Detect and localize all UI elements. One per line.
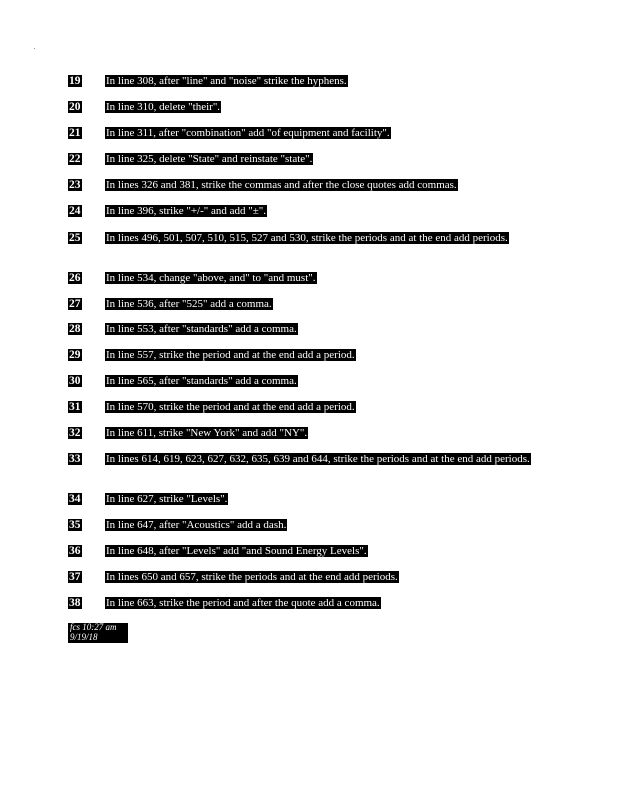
item-text: In line 611, strike "New York" and add "NY". <box>106 427 308 439</box>
item-number: 29 <box>69 349 81 361</box>
item-text: In line 627, strike "Levels". <box>106 493 228 505</box>
item-text: In lines 614, 619, 623, 627, 632, 635, 639 and 644, strike the periods and at the end add periods. <box>106 453 530 465</box>
item-number: 35 <box>69 519 81 531</box>
item-text: In line 536, after "525" add a comma. <box>106 298 272 310</box>
item-number: 32 <box>69 427 81 439</box>
item-number: 30 <box>69 375 81 387</box>
item-number: 25 <box>69 232 81 244</box>
item-text: In lines 650 and 657, strike the periods and at the end add periods. <box>106 571 398 583</box>
item-text: In lines 496, 501, 507, 510, 515, 527 and 530, strike the periods and at the end add periods. <box>106 232 508 244</box>
item-text: In line 396, strike "+/-" and add "±". <box>106 205 267 217</box>
item-number: 21 <box>69 127 81 139</box>
item-number: 38 <box>69 597 81 609</box>
item-text: In line 647, after "Acoustics" add a dash. <box>106 519 287 531</box>
item-number: 22 <box>69 153 81 165</box>
item-number: 19 <box>69 75 81 87</box>
item-text: In line 565, after "standards" add a comma. <box>106 375 297 387</box>
item-number: 33 <box>69 453 81 465</box>
item-text: In line 570, strike the period and at the end add a period. <box>106 401 355 413</box>
item-number: 23 <box>69 179 81 191</box>
item-number: 20 <box>69 101 81 113</box>
item-text: In lines 326 and 381, strike the commas and after the close quotes add commas. <box>106 179 457 191</box>
item-text: In line 325, delete "State" and reinstate "state". <box>106 153 313 165</box>
item-text: In line 663, strike the period and after the quote add a comma. <box>106 597 380 609</box>
item-text: In line 557, strike the period and at the end add a period. <box>106 349 355 361</box>
item-text: In line 310, delete "their". <box>106 101 221 113</box>
item-number: 34 <box>69 493 81 505</box>
item-text: In line 534, change "above, and" to "and must". <box>106 272 316 284</box>
item-number: 37 <box>69 571 81 583</box>
item-number: 36 <box>69 545 81 557</box>
item-number: 27 <box>69 298 81 310</box>
item-text: In line 308, after "line" and "noise" strike the hyphens. <box>106 75 347 87</box>
initials-date-stamp: fcs 10:27 am 9/19/18 <box>68 623 128 643</box>
item-number: 24 <box>69 205 81 217</box>
item-text: In line 311, after "combination" add "of equipment and facility". <box>106 127 390 139</box>
item-number: 31 <box>69 401 81 413</box>
item-number: 26 <box>69 272 81 284</box>
item-text: In line 648, after "Levels" add "and Sound Energy Levels". <box>106 545 367 557</box>
item-text: In line 553, after "standards" add a comma. <box>106 323 297 335</box>
item-number: 28 <box>69 323 81 335</box>
